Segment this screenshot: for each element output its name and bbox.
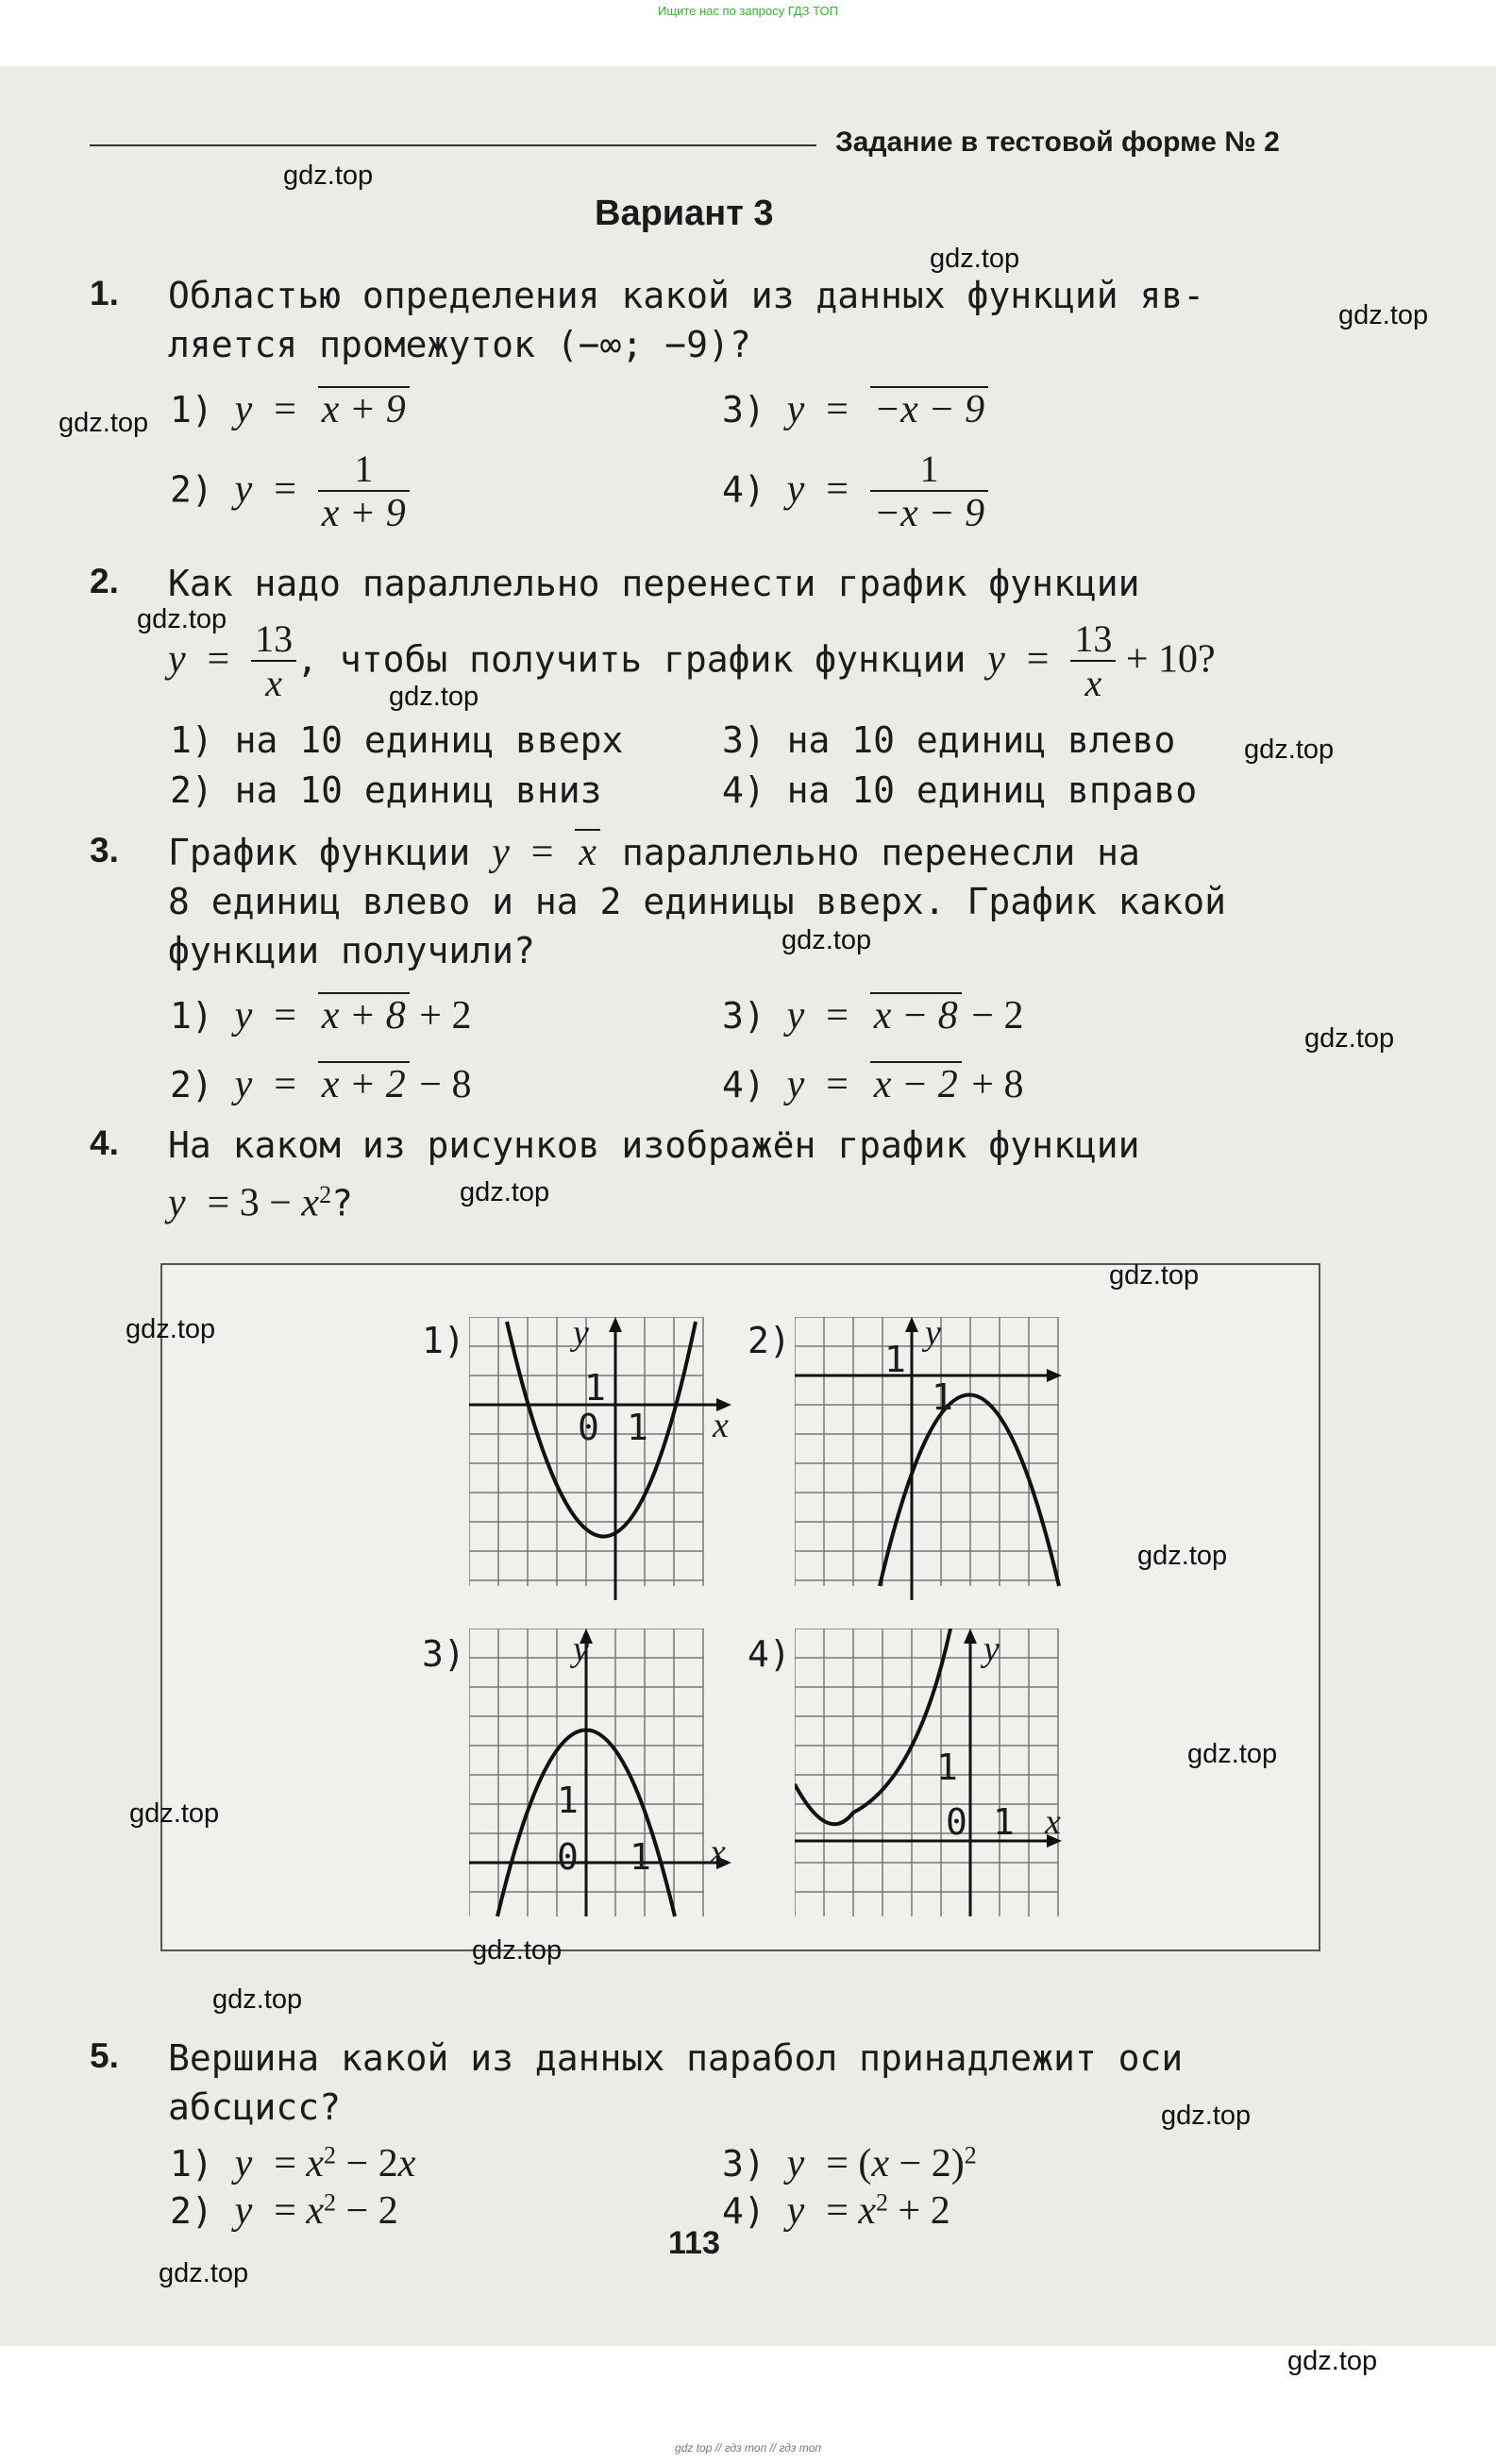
graph-1-label: 1) [422, 1320, 465, 1361]
page-number: 113 [668, 2225, 720, 2261]
watermark: gdz.top [129, 1798, 220, 1829]
q3-option-2: 2) y = x + 2 − 8 [170, 1063, 472, 1106]
question-1-line-1: Областью определения какой из данных функций яв- [168, 275, 1205, 316]
q5-option-4: 4) $y = x^2 + 2$ [722, 2188, 950, 2233]
question-4-number: 4. [90, 1123, 119, 1162]
graph-4-label: 4) [748, 1633, 791, 1675]
watermark: gdz.top [1187, 1739, 1278, 1769]
question-4-line-1: На каком из рисунков изображён график функции [168, 1124, 1140, 1166]
graph-4-zero: 0 [946, 1801, 967, 1843]
watermark: gdz.top [59, 408, 149, 438]
watermark: gdz.top [389, 682, 479, 712]
question-2-line-1: Как надо параллельно перенести график функции [168, 563, 1140, 604]
watermark: gdz.top [930, 244, 1020, 274]
graphs-figure [160, 1263, 1320, 1951]
section-header: Задание в тестовой форме № 2 [835, 127, 1280, 158]
graph-1-zero: 0 [578, 1407, 599, 1448]
graph-2 [795, 1317, 1068, 1605]
top-note: Ищите нас по запросу ГДЗ ТОП [658, 4, 838, 18]
q5-option-1: 1) $y = x^2 - 2x$ [170, 2141, 416, 2186]
graph-3-one-y: 1 [557, 1780, 579, 1821]
graph-2-one-x: 1 [932, 1376, 953, 1418]
watermark: gdz.top [212, 1984, 303, 2015]
question-5-line-1: Вершина какой из данных парабол принадлежит оси [168, 2037, 1184, 2079]
q2-option-3: 3) на 10 единиц влево [722, 719, 1176, 761]
watermark: gdz.top [782, 925, 872, 955]
question-3-line-1: График функции y = x параллельно перенесли на [168, 831, 1140, 874]
watermark: gdz.top [472, 1935, 563, 1966]
watermark: gdz.top [159, 2258, 249, 2288]
q1-option-1: 1) y = x + 9 [170, 387, 410, 432]
graph-3-label: 3) [422, 1633, 465, 1675]
q2-option-1: 1) на 10 единиц вверх [170, 719, 624, 761]
question-5-line-2: абсцисс? [168, 2086, 342, 2128]
question-1-line-2: ляется промежуток (−∞; −9)? [168, 324, 751, 365]
question-3-line-3: функции получили? [168, 930, 535, 971]
bottom-note: gdz top // гдз топ // гдз топ [675, 2441, 821, 2455]
q1-option-4: 4) y = $\frac{1}{-x - 9}$ [722, 448, 988, 535]
question-1-number: 1. [90, 274, 119, 312]
q5-option-3: 3) $y = (x - 2)^2$ [722, 2141, 977, 2186]
graph-1-y-label: y [573, 1313, 589, 1353]
watermark: gdz.top [1244, 734, 1335, 765]
graph-1-x-label: x [713, 1406, 729, 1445]
graph-3-y-label: y [573, 1629, 589, 1669]
watermark: gdz.top [1161, 2101, 1252, 2131]
watermark: gdz.top [137, 604, 227, 634]
graph-4-one-y: 1 [936, 1747, 958, 1788]
watermark: gdz.top [126, 1314, 216, 1344]
q2-option-4: 4) на 10 единиц вправо [722, 769, 1198, 811]
header-rule [90, 144, 816, 146]
watermark: gdz.top [1304, 1023, 1395, 1054]
graph-1-one-y: 1 [584, 1367, 606, 1409]
q3-option-4: 4) y = x − 2 + 8 [722, 1063, 1024, 1106]
question-4-line-2: $y = 3 - x^2$? [168, 1181, 353, 1225]
q3-option-1: 1) y = x + 8 + 2 [170, 994, 472, 1038]
graph-4 [795, 1629, 1068, 1931]
q3-option-3: 3) y = x − 8 − 2 [722, 994, 1024, 1038]
watermark: gdz.top [1109, 1260, 1200, 1291]
graph-2-one-y: 1 [884, 1339, 906, 1380]
graph-4-one-x: 1 [993, 1801, 1015, 1843]
question-3-number: 3. [90, 831, 119, 869]
question-5-number: 5. [90, 2036, 119, 2075]
graph-4-x-label: x [1045, 1802, 1061, 1842]
graph-3-x-label: x [710, 1832, 726, 1872]
watermark: gdz.top [283, 160, 374, 191]
graph-4-y-label: y [983, 1629, 1000, 1669]
graph-2-label: 2) [748, 1320, 791, 1361]
q1-option-3: 3) y = −x − 9 [722, 387, 988, 432]
graph-1-one-x: 1 [627, 1407, 648, 1448]
watermark: gdz.top [1287, 2346, 1378, 2376]
graph-2-y-label: y [925, 1313, 941, 1353]
graph-3-one-x: 1 [630, 1836, 651, 1878]
q1-option-2: 2) y = $\frac{1}{x + 9}$ [170, 448, 410, 535]
q5-option-2: 2) $y = x^2 - 2$ [170, 2188, 398, 2233]
question-2-number: 2. [90, 562, 119, 600]
graph-3-zero: 0 [557, 1836, 579, 1878]
watermark: gdz.top [460, 1177, 550, 1207]
watermark: gdz.top [1338, 300, 1429, 330]
variant-title: Вариант 3 [595, 194, 774, 233]
q2-option-2: 2) на 10 единиц вниз [170, 769, 602, 811]
question-2-line-2: y = $\frac{13}{x}$ , чтобы получить график функции y = $\frac{13}{x}$ + 10? [168, 617, 1216, 704]
question-3-line-2: 8 единиц влево и на 2 единицы вверх. График какой [168, 881, 1227, 922]
graph-1 [469, 1317, 733, 1605]
watermark: gdz.top [1137, 1541, 1228, 1571]
graph-3 [469, 1629, 733, 1931]
